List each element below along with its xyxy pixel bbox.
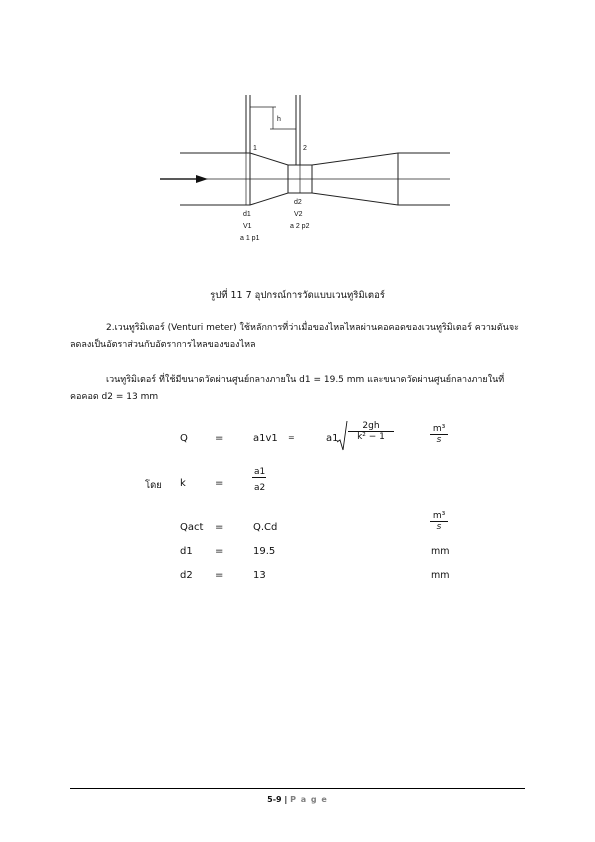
qact-unit bbox=[430, 511, 448, 532]
d1-symbol: d1 bbox=[180, 546, 193, 557]
qact-equals: = bbox=[215, 522, 224, 533]
pipe-bottom-wall bbox=[180, 193, 450, 205]
d1-value: 19.5 bbox=[253, 546, 276, 557]
label-a1p1: a 1 p1 bbox=[240, 235, 260, 242]
d2-value: 13 bbox=[253, 570, 266, 581]
label-a2p2: a 2 p2 bbox=[290, 223, 310, 230]
label-d2: d2 bbox=[294, 199, 302, 206]
label-1: 1 bbox=[253, 145, 257, 152]
sqrt-sign-icon bbox=[336, 420, 348, 452]
k-fraction bbox=[252, 467, 266, 493]
k-numerator: a1 bbox=[254, 467, 266, 477]
qact-symbol: Qact bbox=[180, 522, 204, 533]
q-equals: = bbox=[215, 433, 224, 444]
pipe-top-wall bbox=[180, 153, 450, 165]
d1-equals: = bbox=[215, 546, 224, 557]
q-symbol: Q bbox=[180, 433, 188, 444]
page-word: P a g e bbox=[290, 795, 328, 804]
k-denominator: a2 bbox=[254, 483, 266, 493]
by-label: โดย bbox=[145, 480, 162, 491]
label-2: 2 bbox=[303, 145, 307, 152]
q-unit-numerator: m³ bbox=[430, 424, 448, 435]
paragraph-venturi: 2.เวนทูริมิเตอร์ (Venturi meter) ใช้หลักการที่ว่าเมื่อของไหลไหลผ่านคอคอดของเวนทูริมิเตอร์ ความดันจะลดลงเป็นอัตราส่วนกับอัตราการไหลของของไหล bbox=[70, 323, 519, 350]
label-h: h bbox=[277, 116, 281, 123]
q-coeff: a1 bbox=[326, 433, 339, 444]
q-unit bbox=[430, 424, 448, 445]
q-sqrt-denominator: k² − 1 bbox=[357, 432, 385, 442]
q-rhs1: a1v1 bbox=[253, 433, 278, 444]
qact-rhs: Q.Cd bbox=[253, 522, 278, 533]
flow-arrow-icon bbox=[196, 175, 208, 183]
paragraph-dimensions: เวนทูริมิเตอร์ ที่ใช้มีขนาดวัดผ่านศูนย์กลางภายใน d1 = 19.5 mm และขนาดวัดผ่านศูนย์กลางภายในที่คอคอด d2 = 13 mm bbox=[70, 375, 505, 402]
venturi-meter-figure bbox=[150, 85, 480, 255]
k-symbol: k bbox=[180, 478, 186, 489]
footer-separator: | bbox=[281, 795, 291, 804]
figure-caption: รูปที่ 11 7 อุปกรณ์การวัดแบบเวนทูริมิเตอร์ bbox=[210, 290, 385, 301]
label-v2: V2 bbox=[294, 211, 303, 218]
d2-equals: = bbox=[215, 570, 224, 581]
footer-rule bbox=[70, 788, 525, 789]
q-equals2: = bbox=[288, 433, 295, 442]
d1-unit: mm bbox=[431, 546, 450, 557]
label-d1: d1 bbox=[243, 211, 251, 218]
q-sqrt-fraction bbox=[348, 421, 394, 442]
page-number: 5-9 bbox=[267, 795, 282, 804]
qact-unit-numerator: m³ bbox=[430, 511, 448, 522]
q-sqrt-numerator: 2gh bbox=[348, 421, 394, 432]
qact-unit-denominator: s bbox=[436, 522, 442, 532]
page-footer bbox=[0, 795, 595, 804]
d2-symbol: d2 bbox=[180, 570, 193, 581]
q-unit-denominator: s bbox=[436, 435, 442, 445]
k-equals: = bbox=[215, 478, 224, 489]
d2-unit: mm bbox=[431, 570, 450, 581]
label-v1: V1 bbox=[243, 223, 252, 230]
